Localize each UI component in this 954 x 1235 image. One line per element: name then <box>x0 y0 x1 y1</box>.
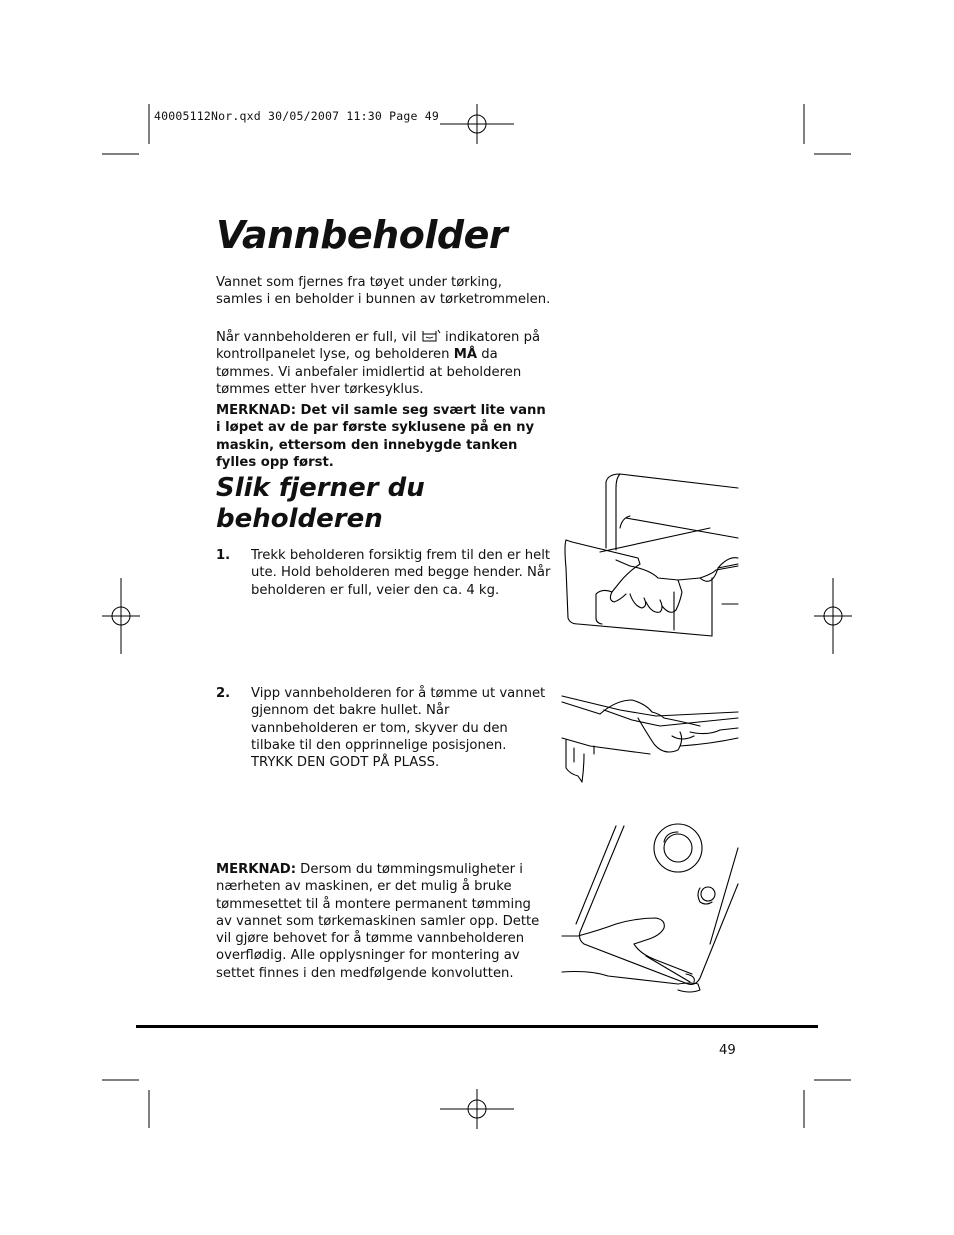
footer-rule <box>136 1025 818 1028</box>
page-number: 49 <box>719 1043 736 1058</box>
indicator-text-bold: MÅ <box>453 347 478 363</box>
intro-paragraph: Vannet som fjernes fra tøyet under tørking, samles i en beholder i bunnen av tørketrommelen. <box>216 275 551 308</box>
registration-mark-icon <box>440 1089 516 1129</box>
illustration-tip-container <box>560 688 740 784</box>
illustration-hold-container <box>560 824 740 996</box>
drain-kit-note <box>216 861 541 982</box>
step-2-text: Vipp vannbeholderen for å tømme ut vannet gjennom det bakre hullet. Når vannbeholderen er tom, skyver du den tilbake til den opprinnelige posisjonen. TRYKK DEN GODT PÅ PLASS. <box>251 686 546 771</box>
page-title: Vannbeholder <box>216 213 508 257</box>
print-slug: 40005112Nor.qxd 30/05/2007 11:30 Page 49 <box>154 109 439 123</box>
drain-kit-note-text: Dersom du tømmingsmuligheter i nærheten av maskinen, er det mulig å bruke tømmesettet til å montere permanent tømming av vannet som tørkemaskinen samler opp. Dette vil gjøre behovet for å tømme vannbeholderen overflødig. Alle opplysninger for montering av settet finnes i den medfølgende konvolutten. <box>216 862 540 981</box>
section-title: Slik fjerner du beholderen <box>216 473 425 534</box>
step-1-number: 1. <box>216 548 231 563</box>
indicator-text-before: Når vannbeholderen er full, vil <box>216 330 417 345</box>
registration-mark-icon <box>102 578 142 654</box>
step-1-text: Trekk beholderen forsiktig frem til den er helt ute. Hold beholderen med begge hender. Når beholderen er full, veier den ca. 4 kg. <box>251 548 551 598</box>
registration-mark-icon <box>812 578 852 654</box>
indicator-paragraph <box>216 329 551 398</box>
drain-kit-note-label: MERKNAD: <box>216 862 296 877</box>
registration-mark-icon <box>440 104 516 144</box>
indicator-text-after: indikatoren på kontrollpanelet lyse, og beholderen <box>216 330 541 363</box>
step-2-number: 2. <box>216 686 231 701</box>
indicator-text-end: da tømmes. Vi anbefaler imidlertid at beholderen tømmes etter hver tørkesyklus. <box>216 347 522 397</box>
illustration-pull-container <box>560 468 740 638</box>
water-container-full-icon <box>421 329 441 343</box>
intro-note: MERKNAD: Det vil samle seg svært lite vann i løpet av de par første syklusene på en ny maskin, ettersom den innebygde tanken fylles opp først. <box>216 403 546 470</box>
